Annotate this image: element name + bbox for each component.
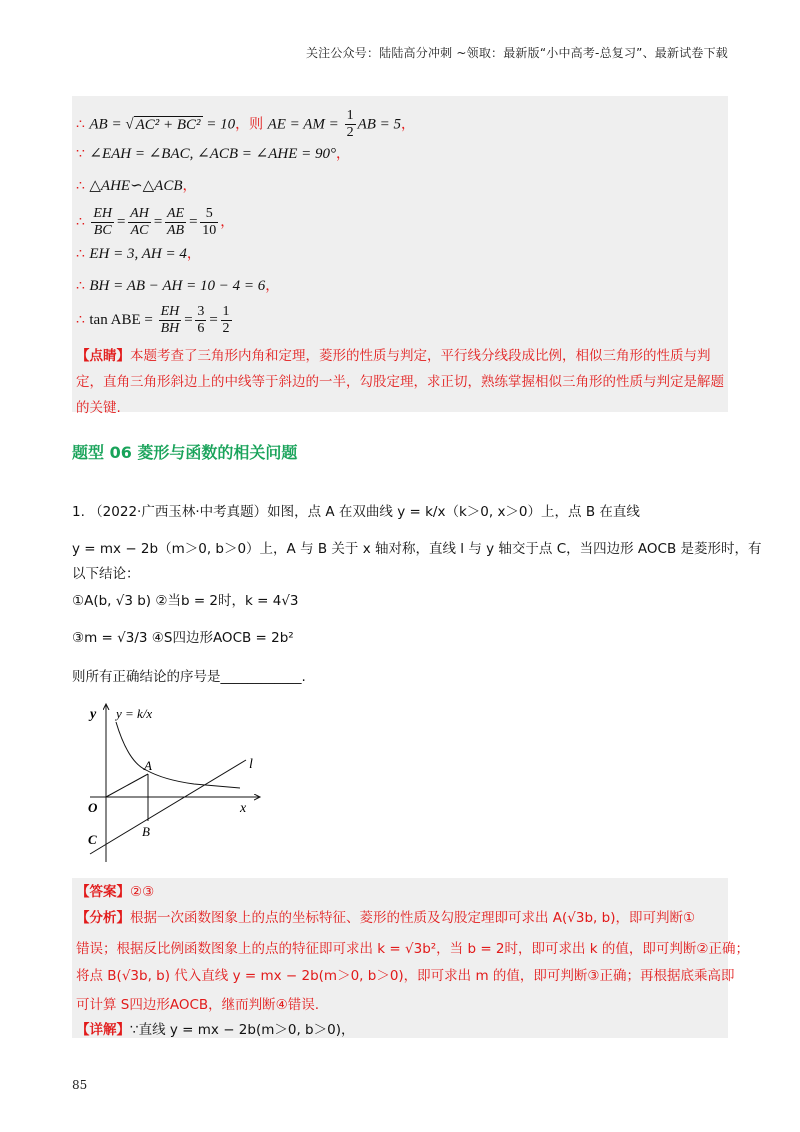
solution-line-4: ∴ $\frac{EH}{BC}$ = $\frac{AH}{AC}$ = $\frac{AE}{AB}$ = $\frac{5}{10}$ ，: [76, 205, 235, 238]
math-similar: △AHE∽△ACB: [89, 178, 183, 194]
fraction-3-6: $\frac{3}{6}$: [197, 303, 205, 336]
segment-oa: [106, 774, 148, 797]
solution-line-6: [76, 276, 279, 296]
comment-paragraph: [76, 343, 728, 421]
punct: ，: [186, 246, 201, 262]
because-symbol: ∵: [76, 146, 85, 162]
answer-value: ②③: [130, 884, 155, 900]
solution-line-7: ∴ tan ABE = $\frac{EH}{BH}$ = $\frac{3}{6}$ = $\frac{1}{2}$: [76, 303, 230, 336]
fraction-eh-bc: $\frac{EH}{BC}$: [93, 205, 113, 238]
label-b: B: [142, 824, 150, 839]
hyperbola-curve: [116, 722, 240, 788]
solution-line-2: [76, 144, 350, 164]
math-ae: AE = AM =: [267, 116, 343, 133]
label-y: y: [90, 707, 97, 722]
label-function: y = k/x: [116, 706, 153, 721]
answer-tag: 【答案】: [76, 884, 130, 900]
analysis-text-1: 根据一次函数图象上的点的坐标特征、菱形的性质及勾股定理即可求出 A(√3b, b)，即可判断①: [130, 910, 696, 926]
comment-text: 本题考查了三角形内角和定理，菱形的性质与判定，平行线分线段成比例，相似三角形的性质与判定，直角三角形斜边上的中线等于斜边的一半，勾股定理，求正切，熟练掌握相似三角形的性质与判定是解题的关键.: [76, 348, 724, 416]
punct: ，: [182, 178, 197, 194]
detail-text-1: ∵直线 y = mx − 2b(m＞0, b＞0)，: [130, 1022, 355, 1038]
analysis-line-3: 将点 B(√3b, b) 代入直线 y = mx − 2b(m＞0, b＞0)，即可求出 m 的值，即可判断③正确；再根据底乘高即: [76, 968, 735, 984]
therefore-symbol: ∴: [76, 312, 85, 328]
punct: ，: [265, 278, 280, 294]
question-option-1-2: ①A(b, √3 b) ②当b = 2时，k = 4√3: [72, 593, 299, 609]
question-line-3: 以下结论：: [72, 566, 140, 582]
math-ab: AB =: [89, 116, 126, 133]
punct: ，: [336, 146, 350, 162]
therefore-symbol: ∴: [76, 116, 85, 133]
analysis-tag: 【分析】: [76, 910, 130, 926]
label-l: l: [249, 757, 253, 772]
therefore-symbol: ∴: [76, 246, 85, 262]
label-a: A: [144, 758, 152, 773]
math-tan: tan ABE =: [89, 312, 157, 328]
label-c: C: [88, 832, 97, 847]
line-l: [90, 760, 246, 854]
solution-line-5: [76, 244, 201, 264]
math-eh-ah: EH = 3, AH = 4: [89, 246, 187, 262]
question-line-1: 1. （2022·广西玉林·中考真题）如图，点 A 在双曲线 y = k/x（k＞0, x＞0）上，点 B 在直线: [72, 504, 640, 520]
solution-line-1: ∴ AB = √ AC² + BC² = 10，则 AE = AM = $\frac{1}{2}$ AB = 5，: [76, 108, 416, 140]
solution-line-3: [76, 176, 197, 196]
question-option-3-4: ③m = √3/3 ④S四边形AOCB = 2b²: [72, 630, 294, 646]
fraction-eh-bh: $\frac{EH}{BH}$: [160, 303, 180, 336]
then-word: ，则: [235, 116, 268, 133]
analysis-line-1: [76, 906, 695, 926]
page-number: 85: [72, 1078, 88, 1092]
therefore-symbol: ∴: [76, 278, 85, 294]
fraction-ah-ac: $\frac{AH}{AC}$: [130, 205, 149, 238]
math-eq: = 10: [202, 116, 236, 133]
detail-tag: 【详解】: [76, 1022, 130, 1038]
label-o: O: [88, 800, 98, 815]
comment-tag: 【点睛】: [76, 348, 130, 364]
math-angles: ∠EAH = ∠BAC, ∠ACB = ∠AHE = 90°: [89, 146, 336, 162]
math-tail: AB = 5: [357, 116, 402, 133]
label-x: x: [240, 801, 247, 816]
fraction-half: $\frac{1}{2}$: [346, 108, 354, 140]
question-line-2: y = mx − 2b（m＞0, b＞0）上，A 与 B 关于 x 轴对称，直线 l 与 y 轴交于点 C，当四边形 AOCB 是菱形时，有: [72, 541, 762, 557]
math-radicand: AC² + BC²: [135, 116, 201, 133]
question-blank-line: 则所有正确结论的序号是____________.: [72, 669, 306, 685]
fraction-5-10: $\frac{5}{10}$: [202, 205, 217, 238]
page-header: 关注公众号：陆陆高分冲刺 ~领取：最新版“小中高考-总复习”、最新试卷下载: [305, 46, 728, 60]
answer-line: [76, 880, 154, 900]
section-title: 题型 06 菱形与函数的相关问题: [72, 443, 298, 462]
fraction-1-2: $\frac{1}{2}$: [222, 303, 230, 336]
punct: ，: [401, 116, 416, 133]
answer-box: [72, 878, 728, 1038]
analysis-line-4: 可计算 S四边形AOCB，继而判断④错误.: [76, 997, 320, 1013]
therefore-symbol: ∴: [76, 178, 85, 194]
therefore-symbol: ∴: [76, 214, 85, 230]
function-graph: [84, 698, 274, 866]
detail-line-1: [76, 1018, 354, 1038]
punct: ，: [220, 214, 235, 230]
math-bh: BH = AB − AH = 10 − 4 = 6: [89, 278, 266, 294]
analysis-line-2: 错误；根据反比例函数图象上的点的特征即可求出 k = √3b²，当 b = 2时，即可求出 k 的值，即可判断②正确；: [76, 941, 750, 957]
fraction-ae-ab: $\frac{AE}{AB}$: [166, 205, 185, 238]
